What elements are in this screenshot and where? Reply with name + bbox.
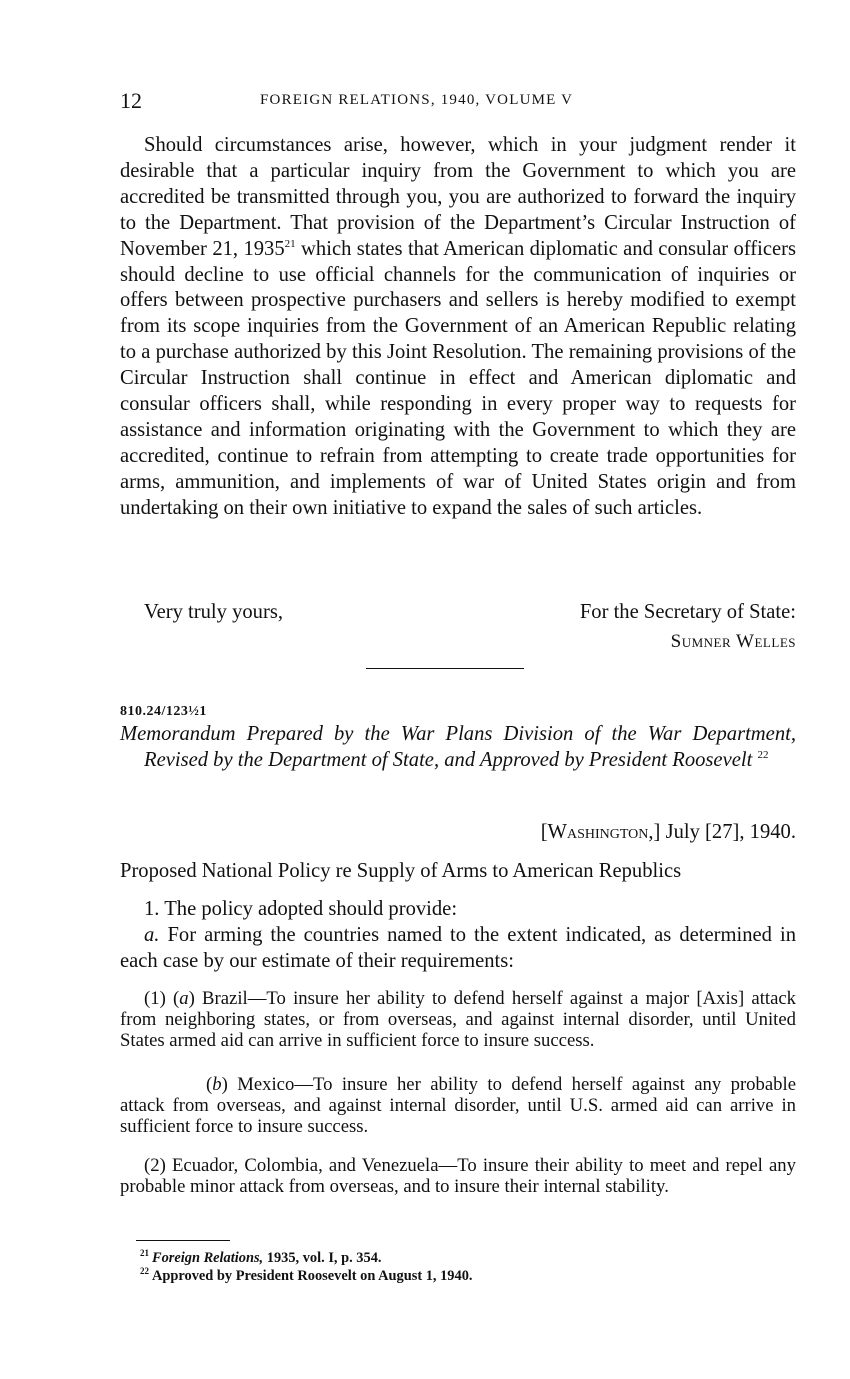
footnote-rule bbox=[136, 1240, 230, 1241]
footnote-mark: 21 bbox=[140, 1248, 149, 1259]
memo-title-text: Memorandum Prepared by the War Plans Division of the War Department, Revised by the Department of State, and Approved by President Roosevelt bbox=[120, 723, 796, 771]
closing-row bbox=[120, 601, 796, 627]
memo-title bbox=[120, 722, 796, 774]
item-text: Ecuador, Colombia, and Venezuela—To insure their ability to meet and repel any probable minor attack from overseas, and to insure their internal stability. bbox=[120, 1155, 796, 1198]
item-prefix: (1) ( bbox=[144, 988, 180, 1009]
dateline bbox=[541, 821, 796, 844]
footnote-ref-21[interactable]: 21 bbox=[284, 237, 296, 250]
item-prefix: ( bbox=[206, 1074, 213, 1095]
footnote-21 bbox=[140, 1250, 382, 1267]
footnote-mark: 22 bbox=[140, 1266, 149, 1277]
item-suffix: ) bbox=[188, 988, 195, 1009]
item-prefix: (2) bbox=[144, 1155, 166, 1176]
for-secretary-line: For the Secretary of State: bbox=[579, 601, 796, 623]
point-a-text: For arming the countries named to the extent indicated, as determined in each case by our estimate of their requirements: bbox=[120, 924, 796, 972]
item-letter: b bbox=[212, 1074, 222, 1095]
dateline-place: [Washington,] bbox=[540, 821, 661, 843]
item-text: Mexico—To insure her ability to defend herself against any probable attack from overseas, and against internal disorder, until U.S. armed aid can arrive in sufficient force to insure success. bbox=[120, 1074, 796, 1138]
running-head: FOREIGN RELATIONS, 1940, VOLUME V bbox=[260, 92, 574, 108]
dateline-date: July [27], 1940. bbox=[660, 821, 796, 843]
item-letter: a bbox=[179, 988, 189, 1009]
footnote-text: Approved by President Roosevelt on August 1, 1940. bbox=[152, 1268, 473, 1284]
policy-point-1: 1. The policy adopted should provide: bbox=[144, 898, 458, 920]
policy-point-a bbox=[120, 923, 796, 975]
page-header bbox=[120, 88, 800, 118]
file-number: 810.24/123½1 bbox=[120, 704, 207, 719]
point-a-label: a. bbox=[144, 924, 160, 946]
list-item-mexico bbox=[120, 1074, 796, 1138]
footnote-22 bbox=[140, 1268, 473, 1285]
item-text: Brazil—To insure her ability to defend herself against a major [Axis] attack from neighboring states, or from overseas, and against internal disorder, until United States armed aid can arrive in sufficient force to insure success. bbox=[120, 988, 797, 1052]
letter-paragraph bbox=[120, 133, 796, 522]
section-divider bbox=[366, 668, 524, 669]
page-number: 12 bbox=[120, 88, 142, 113]
list-item-brazil bbox=[120, 988, 796, 1052]
item-suffix: ) bbox=[221, 1074, 228, 1095]
footnote-ref-22[interactable]: 22 bbox=[757, 749, 769, 762]
footnote-title: Foreign Relations, bbox=[152, 1250, 264, 1266]
letter-paragraph-continued: which states that American diplomatic and consular officers should decline to use official channels for the communication of inquiries or offers between prospective purchasers and sellers is hereby modified to exempt from its scope inquiries from the Government of an American Republic relating to a purchase authorized by this Joint Resolution. The remaining provisions of the Circular Instruction shall continue in effect and American diplomatic and consular officers shall, while responding in every proper way to requests for assistance and information originating with the Government to which they are accredited, continue to refrain from attempting to create trade opportunities for arms, ammunition, and implements of war of United States origin and from undertaking on their own initiative to expand the sales of such articles. bbox=[120, 237, 796, 519]
footnote-text: 1935, vol. I, p. 354. bbox=[263, 1250, 382, 1266]
signature: Sumner Welles bbox=[670, 631, 796, 652]
letter-paragraph-text: Should circumstances arise, however, which in your judgment render it desirable that a particular inquiry from the Government to which you are accredited be transmitted through you, you are authorized to forward the inquiry to the Department. That provision of the Department’s Circular Instruction of November 21, 1935 bbox=[120, 134, 796, 260]
list-item-ecuador-colombia-venezuela bbox=[120, 1155, 796, 1197]
policy-heading: Proposed National Policy re Supply of Arms to American Republics bbox=[120, 860, 682, 882]
closing: Very truly yours, bbox=[144, 601, 283, 623]
